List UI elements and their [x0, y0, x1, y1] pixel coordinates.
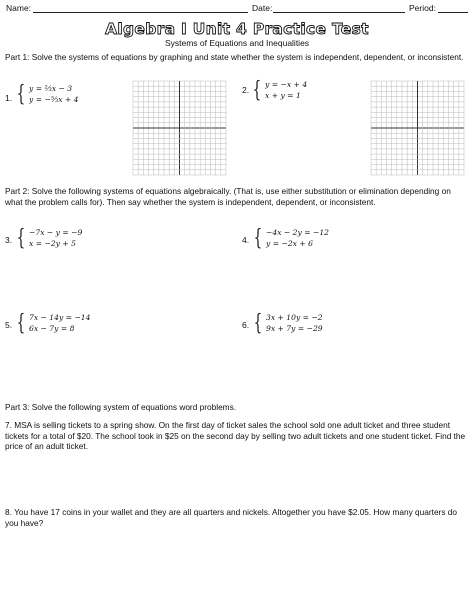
name-blank[interactable] — [33, 12, 248, 13]
problem-7-number: 7. — [5, 420, 12, 430]
problem-1-number: 1. — [5, 93, 13, 103]
problem-3-eq1: −7x − y = −9 — [29, 228, 83, 237]
problem-5-eq2: 6x − 7y = 8 — [29, 323, 75, 333]
brace-icon: { — [253, 225, 263, 251]
date-label: Date: — [252, 3, 273, 13]
problem-6-number: 6. — [242, 320, 250, 330]
brace-icon: { — [16, 310, 26, 336]
problem-1-eq2: y = −⁵⁄₃x + 4 — [29, 94, 79, 104]
page-subtitle: Systems of Equations and Inequalities — [164, 38, 310, 48]
problem-8-number: 8. — [5, 507, 12, 517]
problem-6-system — [251, 310, 323, 336]
problem-6-eq1: 3x + 10y = −2 — [266, 313, 323, 322]
period-blank[interactable] — [438, 12, 468, 13]
part3-instructions: Part 3: Solve the following system of equations word problems. — [5, 402, 237, 412]
problem-6-eq2: 9x + 7y = −29 — [266, 323, 323, 333]
page-title: Algebra I Unit 4 Practice Test — [105, 20, 369, 38]
problem-2-system — [250, 77, 308, 103]
graph-grid-1[interactable] — [131, 79, 228, 177]
problem-2-eq2: x + y = 1 — [265, 90, 301, 100]
problem-5-eq1: 7x − 14y = −14 — [29, 313, 91, 322]
problem-1-eq1: y = ²⁄₃x − 3 — [29, 84, 73, 93]
graph-grid-2[interactable] — [369, 79, 466, 177]
brace-icon: { — [252, 77, 262, 103]
part2-instructions: Part 2: Solve the following systems of equations algebraically. (That is, use either substitution or elimination depending on what the problem calls for). Then say whether the system is independent, dependent, or inconsistent. — [5, 186, 451, 207]
period-label: Period: — [409, 3, 436, 13]
part1-instructions: Part 1: Solve the systems of equations by graphing and state whether the system is independent, dependent, or inconsistent. — [5, 52, 464, 62]
problem-8 — [5, 507, 469, 528]
problem-3-system — [14, 225, 83, 251]
brace-icon: { — [253, 310, 263, 336]
problem-2-number: 2. — [242, 85, 250, 95]
problem-8-text: You have 17 coins in your wallet and they are all quarters and nickels. Altogether you have $2.05. How many quarters do you have? — [5, 507, 458, 528]
name-label: Name: — [6, 3, 32, 13]
problem-3-eq2: x = −2y + 5 — [29, 238, 76, 248]
problem-4-eq1: −4x − 2y = −12 — [266, 228, 330, 237]
problem-7-text: MSA is selling tickets to a spring show. On the first day of ticket sales the school sold one adult ticket and three student tickets for a total of $20. The school took in $25 on the second day by selling two adult tickets and one student ticket. Find the price of an adult ticket. — [5, 420, 466, 451]
brace-icon: { — [16, 81, 26, 107]
problem-4-number: 4. — [242, 235, 250, 245]
problem-1-system — [14, 81, 79, 107]
problem-5-system — [14, 310, 91, 336]
date-blank[interactable] — [273, 12, 405, 13]
problem-4-system — [251, 225, 330, 251]
problem-4-eq2: y = −2x + 6 — [266, 238, 313, 248]
problem-7 — [5, 420, 469, 452]
problem-3-number: 3. — [5, 235, 13, 245]
problem-2-eq1: y = −x + 4 — [265, 80, 308, 89]
brace-icon: { — [16, 225, 26, 251]
problem-5-number: 5. — [5, 320, 13, 330]
